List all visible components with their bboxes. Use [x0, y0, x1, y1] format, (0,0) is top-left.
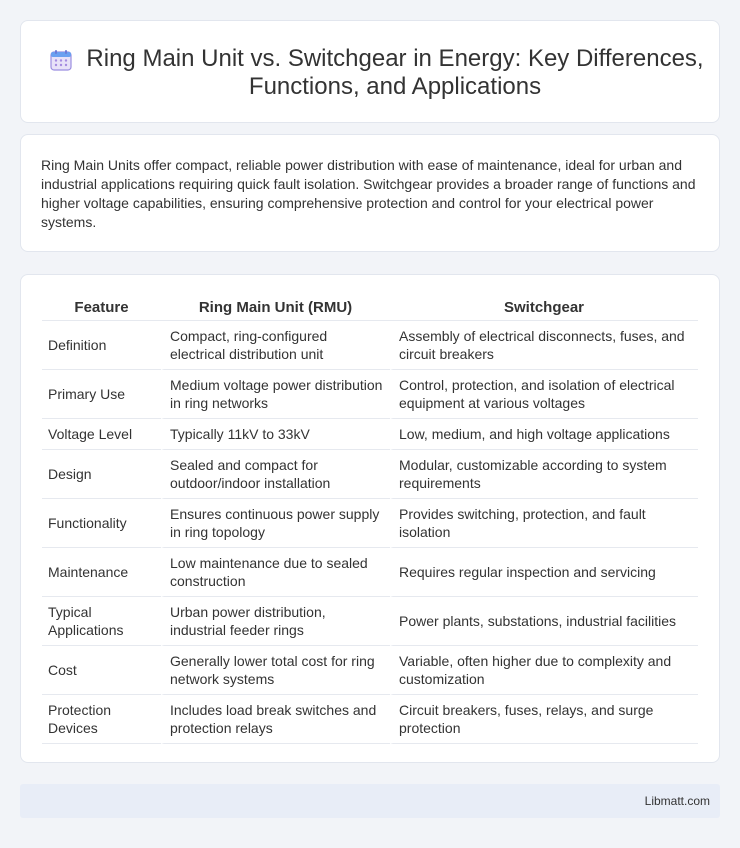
- header-rmu: Ring Main Unit (RMU): [161, 295, 390, 321]
- feature-cell: Protection Devices: [42, 695, 161, 744]
- table-row: [42, 321, 698, 370]
- table-row: [42, 450, 698, 499]
- rmu-cell: Medium voltage power distribution in ring networks: [161, 370, 390, 419]
- table-header-row: [42, 295, 698, 321]
- switchgear-cell: Requires regular inspection and servicing: [390, 548, 698, 597]
- switchgear-cell: Control, protection, and isolation of electrical equipment at various voltages: [390, 370, 698, 419]
- summary-card: [20, 134, 720, 252]
- rmu-cell: Ensures continuous power supply in ring topology: [161, 499, 390, 548]
- table-row: [42, 548, 698, 597]
- rmu-cell: Urban power distribution, industrial feeder rings: [161, 597, 390, 646]
- rmu-cell: Includes load break switches and protection relays: [161, 695, 390, 744]
- table-row: [42, 370, 698, 419]
- footer: [20, 784, 720, 818]
- switchgear-cell: Assembly of electrical disconnects, fuses, and circuit breakers: [390, 321, 698, 370]
- rmu-cell: Compact, ring-configured electrical distribution unit: [161, 321, 390, 370]
- switchgear-cell: Variable, often higher due to complexity and customization: [390, 646, 698, 695]
- comparison-table: [42, 295, 698, 744]
- page-title: Ring Main Unit vs. Switchgear in Energy: Key Differences, Functions, and Applications: [86, 45, 704, 100]
- header-feature: Feature: [42, 295, 161, 321]
- switchgear-cell: Provides switching, protection, and fault isolation: [390, 499, 698, 548]
- table-row: [42, 695, 698, 744]
- feature-cell: Definition: [42, 321, 161, 370]
- table-row: [42, 419, 698, 450]
- switchgear-cell: Modular, customizable according to system requirements: [390, 450, 698, 499]
- feature-cell: Functionality: [42, 499, 161, 548]
- title-card: [20, 20, 720, 123]
- table-row: [42, 499, 698, 548]
- feature-cell: Cost: [42, 646, 161, 695]
- switchgear-cell: Power plants, substations, industrial facilities: [390, 597, 698, 646]
- rmu-cell: Sealed and compact for outdoor/indoor installation: [161, 450, 390, 499]
- header-switchgear: Switchgear: [390, 295, 698, 321]
- feature-cell: Primary Use: [42, 370, 161, 419]
- summary-text: Ring Main Units offer compact, reliable power distribution with ease of maintenance, ideal for urban and industrial applications requiring quick fault isolation. Switchgear provides a broader range of functions and higher voltage capabilities, ensuring comprehensive protection and control for your electrical power systems.: [41, 157, 696, 230]
- switchgear-cell: Low, medium, and high voltage applications: [390, 419, 698, 450]
- footer-site-link[interactable]: Libmatt.com: [644, 794, 710, 808]
- feature-cell: Design: [42, 450, 161, 499]
- switchgear-cell: Circuit breakers, fuses, relays, and surge protection: [390, 695, 698, 744]
- rmu-cell: Generally lower total cost for ring network systems: [161, 646, 390, 695]
- feature-cell: Typical Applications: [42, 597, 161, 646]
- rmu-cell: Typically 11kV to 33kV: [161, 419, 390, 450]
- comparison-card: [20, 274, 720, 763]
- table-row: [42, 597, 698, 646]
- feature-cell: Voltage Level: [42, 419, 161, 450]
- table-row: [42, 646, 698, 695]
- rmu-cell: Low maintenance due to sealed construction: [161, 548, 390, 597]
- feature-cell: Maintenance: [42, 548, 161, 597]
